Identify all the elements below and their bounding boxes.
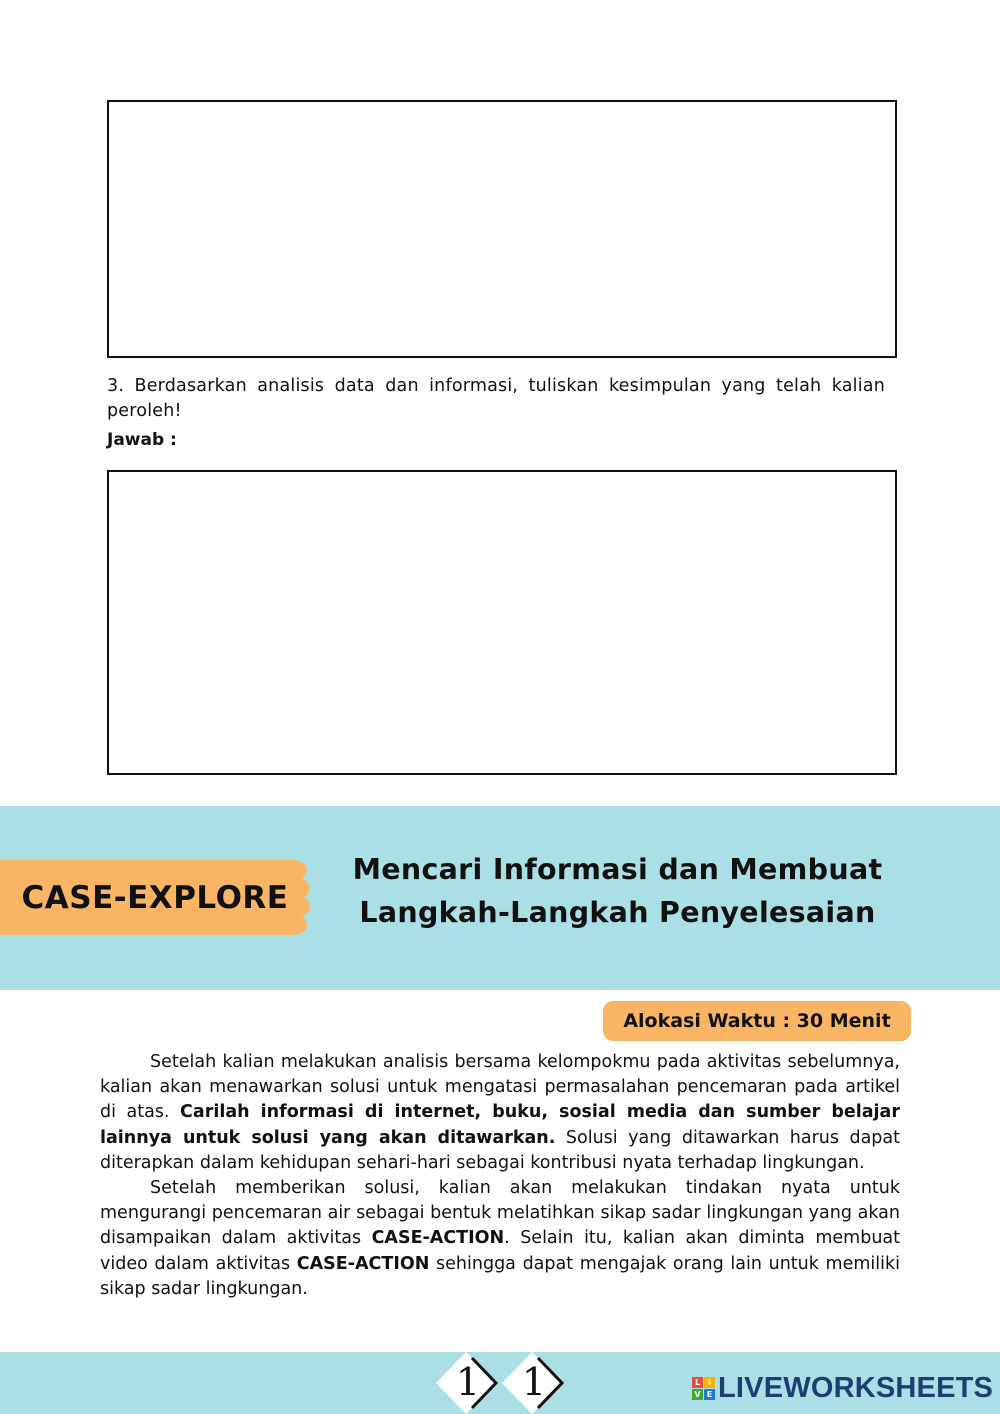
answer-label: Jawab : [107,430,177,450]
section-title-line-2: Langkah-Langkah Penyelesaian [359,896,876,929]
paragraph-2-bold-2: CASE-ACTION [296,1253,430,1274]
logo-letter-i: I [704,1377,715,1388]
time-allocation-badge: Alokasi Waktu : 30 Menit [603,1001,911,1041]
paragraph-2-part-1: Setelah memberikan solusi, kalian akan melakukan tindakan nyata untuk mengurangi pencemaran air sebagai bentuk melatihkan sikap sadar lingkungan yang akan disampaikan dalam aktivitas [100,1178,900,1249]
logo-letter-e: E [704,1389,715,1400]
paragraph-2-part-3: sehingga dapat mengajak orang lain untuk memiliki sikap sadar lingkungan. [100,1253,900,1299]
paragraph-2-part-2: . Selain itu, kalian akan diminta membuat video dalam aktivitas [100,1228,900,1274]
case-explore-tag [0,860,312,935]
answer-box-question-3[interactable] [107,470,897,775]
tag-label: CASE-EXPLORE [21,879,289,916]
answer-box-previous[interactable] [107,100,897,358]
instruction-text [100,1050,900,1302]
liveworksheets-logo[interactable] [692,1370,993,1406]
page-digit-1: 1 [455,1360,481,1404]
section-title [330,848,905,934]
logo-letter-l: L [692,1377,703,1388]
question-3-text: 3. Berdasarkan analisis data dan informasi, tuliskan kesimpulan yang telah kalian peroleh! [107,376,885,421]
logo-letter-v: V [692,1389,703,1400]
page-digit-2: 1 [521,1360,547,1404]
paragraph-1 [100,1050,900,1176]
section-title-line-1: Mencari Informasi dan Membuat [352,853,883,886]
paragraph-2 [100,1176,900,1302]
paragraph-2-bold-1: CASE-ACTION [371,1228,505,1249]
paragraph-1-part-1: Setelah kalian melakukan analisis bersama kelompokmu pada aktivitas sebelumnya, kalian akan menawarkan solusi untuk mengatasi permasalahan pencemaran pada artikel di atas. [100,1052,900,1123]
paragraph-1-part-2: Solusi yang ditawarkan harus dapat diterapkan dalam kehidupan sehari-hari sebagai kontribusi nyata terhadap lingkungan. [100,1127,900,1173]
liveworksheets-logo-icon [692,1377,715,1400]
liveworksheets-logo-text: LIVEWORKSHEETS [718,1371,994,1404]
page-number [436,1352,576,1414]
paragraph-1-bold: Carilah informasi di internet, buku, sosial media dan sumber belajar lainnya untuk solusi yang akan ditawarkan. [100,1102,900,1148]
